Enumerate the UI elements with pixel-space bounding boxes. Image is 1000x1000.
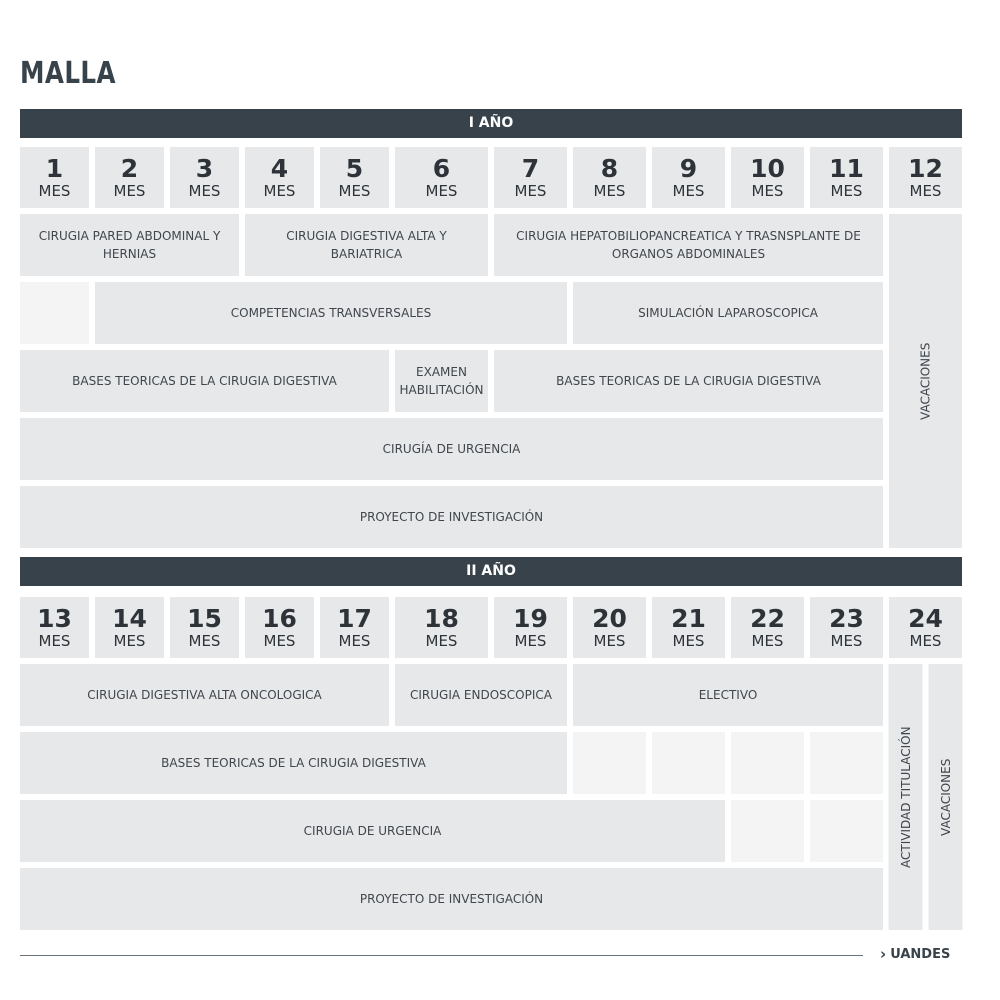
month-cell — [95, 597, 164, 658]
month-cell — [889, 597, 962, 658]
month-cell — [652, 597, 725, 658]
course-examen: EXAMEN HABILITACIÓN — [395, 350, 488, 412]
month-cell — [810, 597, 883, 658]
month-number: 18 — [424, 603, 459, 633]
month-number: 16 — [262, 603, 297, 633]
month-label: MES — [425, 181, 458, 200]
course-urgencia: CIRUGIA DE URGENCIA — [20, 800, 725, 862]
month-label: MES — [751, 181, 784, 200]
month-label: MES — [593, 181, 626, 200]
brand-name: UANDES — [890, 946, 951, 962]
month-number: 3 — [195, 153, 214, 183]
course-bases-teoricas: BASES TEORICAS DE LA CIRUGIA DIGESTIVA — [494, 350, 883, 412]
month-label: MES — [593, 631, 626, 650]
course-endoscopica: CIRUGIA ENDOSCOPICA — [395, 664, 567, 726]
month-number: 10 — [750, 153, 785, 183]
month-label: MES — [263, 181, 296, 200]
month-cell — [20, 597, 89, 658]
month-cell — [320, 147, 389, 208]
month-number: 5 — [345, 153, 364, 183]
month-label: MES — [188, 631, 221, 650]
month-number: 11 — [829, 153, 864, 183]
month-number: 6 — [432, 153, 451, 183]
month-cell — [731, 597, 804, 658]
month-label: MES — [514, 631, 547, 650]
month-cell — [810, 147, 883, 208]
month-label: MES — [830, 181, 863, 200]
year-2-grid — [20, 597, 962, 930]
course-vacaciones: VACACIONES — [889, 214, 962, 548]
month-cell — [20, 147, 89, 208]
month-number: 17 — [337, 603, 372, 633]
month-label: MES — [338, 631, 371, 650]
month-label: MES — [830, 631, 863, 650]
month-label: MES — [188, 181, 221, 200]
empty-cell — [810, 732, 883, 794]
month-label: MES — [514, 181, 547, 200]
empty-cell — [731, 732, 804, 794]
month-label: MES — [113, 631, 146, 650]
course-pared-abdominal: CIRUGIA PARED ABDOMINAL Y HERNIAS — [20, 214, 239, 276]
month-cell — [170, 597, 239, 658]
brand-logo[interactable] — [880, 946, 950, 962]
month-number: 24 — [908, 603, 943, 633]
month-cell — [494, 147, 567, 208]
course-titulacion: ACTIVIDAD TITULACIÓN — [889, 664, 923, 930]
year-1-grid — [20, 147, 962, 548]
month-cell — [889, 147, 962, 208]
footer-divider — [20, 955, 863, 956]
month-label: MES — [751, 631, 784, 650]
month-cell — [494, 597, 567, 658]
month-label: MES — [672, 181, 705, 200]
course-investigacion: PROYECTO DE INVESTIGACIÓN — [20, 868, 883, 930]
course-oncologica: CIRUGIA DIGESTIVA ALTA ONCOLOGICA — [20, 664, 389, 726]
course-vacaciones: VACACIONES — [929, 664, 963, 930]
empty-cell — [652, 732, 725, 794]
course-electivo: ELECTIVO — [573, 664, 883, 726]
month-number: 23 — [829, 603, 864, 633]
final-month-column — [889, 664, 962, 930]
month-label: MES — [38, 181, 71, 200]
month-number: 9 — [679, 153, 698, 183]
year-1-header: I AÑO — [20, 109, 962, 138]
month-label: MES — [38, 631, 71, 650]
chevron-right-icon: › — [880, 945, 887, 963]
month-number: 13 — [37, 603, 72, 633]
month-label: MES — [263, 631, 296, 650]
month-number: 2 — [120, 153, 139, 183]
month-number: 15 — [187, 603, 222, 633]
page-title: MALLA — [20, 56, 116, 91]
month-label: MES — [113, 181, 146, 200]
empty-cell — [573, 732, 646, 794]
month-cell — [573, 147, 646, 208]
month-cell — [245, 597, 314, 658]
month-number: 12 — [908, 153, 943, 183]
month-cell — [395, 597, 488, 658]
empty-cell — [731, 800, 804, 862]
course-competencias: COMPETENCIAS TRANSVERSALES — [95, 282, 567, 344]
month-number: 19 — [513, 603, 548, 633]
course-urgencia: CIRUGÍA DE URGENCIA — [20, 418, 883, 480]
month-number: 1 — [45, 153, 64, 183]
course-hepatobiliopancreatica: CIRUGIA HEPATOBILIOPANCREATICA Y TRASNSPLANTE DE ORGANOS ABDOMINALES — [494, 214, 883, 276]
course-digestiva-alta: CIRUGIA DIGESTIVA ALTA Y BARIATRICA — [245, 214, 488, 276]
month-label: MES — [909, 181, 942, 200]
month-number: 22 — [750, 603, 785, 633]
empty-cell — [810, 800, 883, 862]
month-number: 20 — [592, 603, 627, 633]
month-cell — [320, 597, 389, 658]
month-label: MES — [425, 631, 458, 650]
empty-cell — [20, 282, 89, 344]
month-number: 4 — [270, 153, 289, 183]
course-bases-teoricas: BASES TEORICAS DE LA CIRUGIA DIGESTIVA — [20, 350, 389, 412]
year-2-header: II AÑO — [20, 557, 962, 586]
month-number: 8 — [600, 153, 619, 183]
month-cell — [95, 147, 164, 208]
month-cell — [731, 147, 804, 208]
month-cell — [573, 597, 646, 658]
month-number: 7 — [521, 153, 540, 183]
month-cell — [395, 147, 488, 208]
month-number: 14 — [112, 603, 147, 633]
course-bases-teoricas: BASES TEORICAS DE LA CIRUGIA DIGESTIVA — [20, 732, 567, 794]
month-number: 21 — [671, 603, 706, 633]
course-investigacion: PROYECTO DE INVESTIGACIÓN — [20, 486, 883, 548]
course-simulacion: SIMULACIÓN LAPAROSCOPICA — [573, 282, 883, 344]
month-cell — [652, 147, 725, 208]
month-cell — [245, 147, 314, 208]
month-label: MES — [909, 631, 942, 650]
month-cell — [170, 147, 239, 208]
month-label: MES — [672, 631, 705, 650]
month-label: MES — [338, 181, 371, 200]
